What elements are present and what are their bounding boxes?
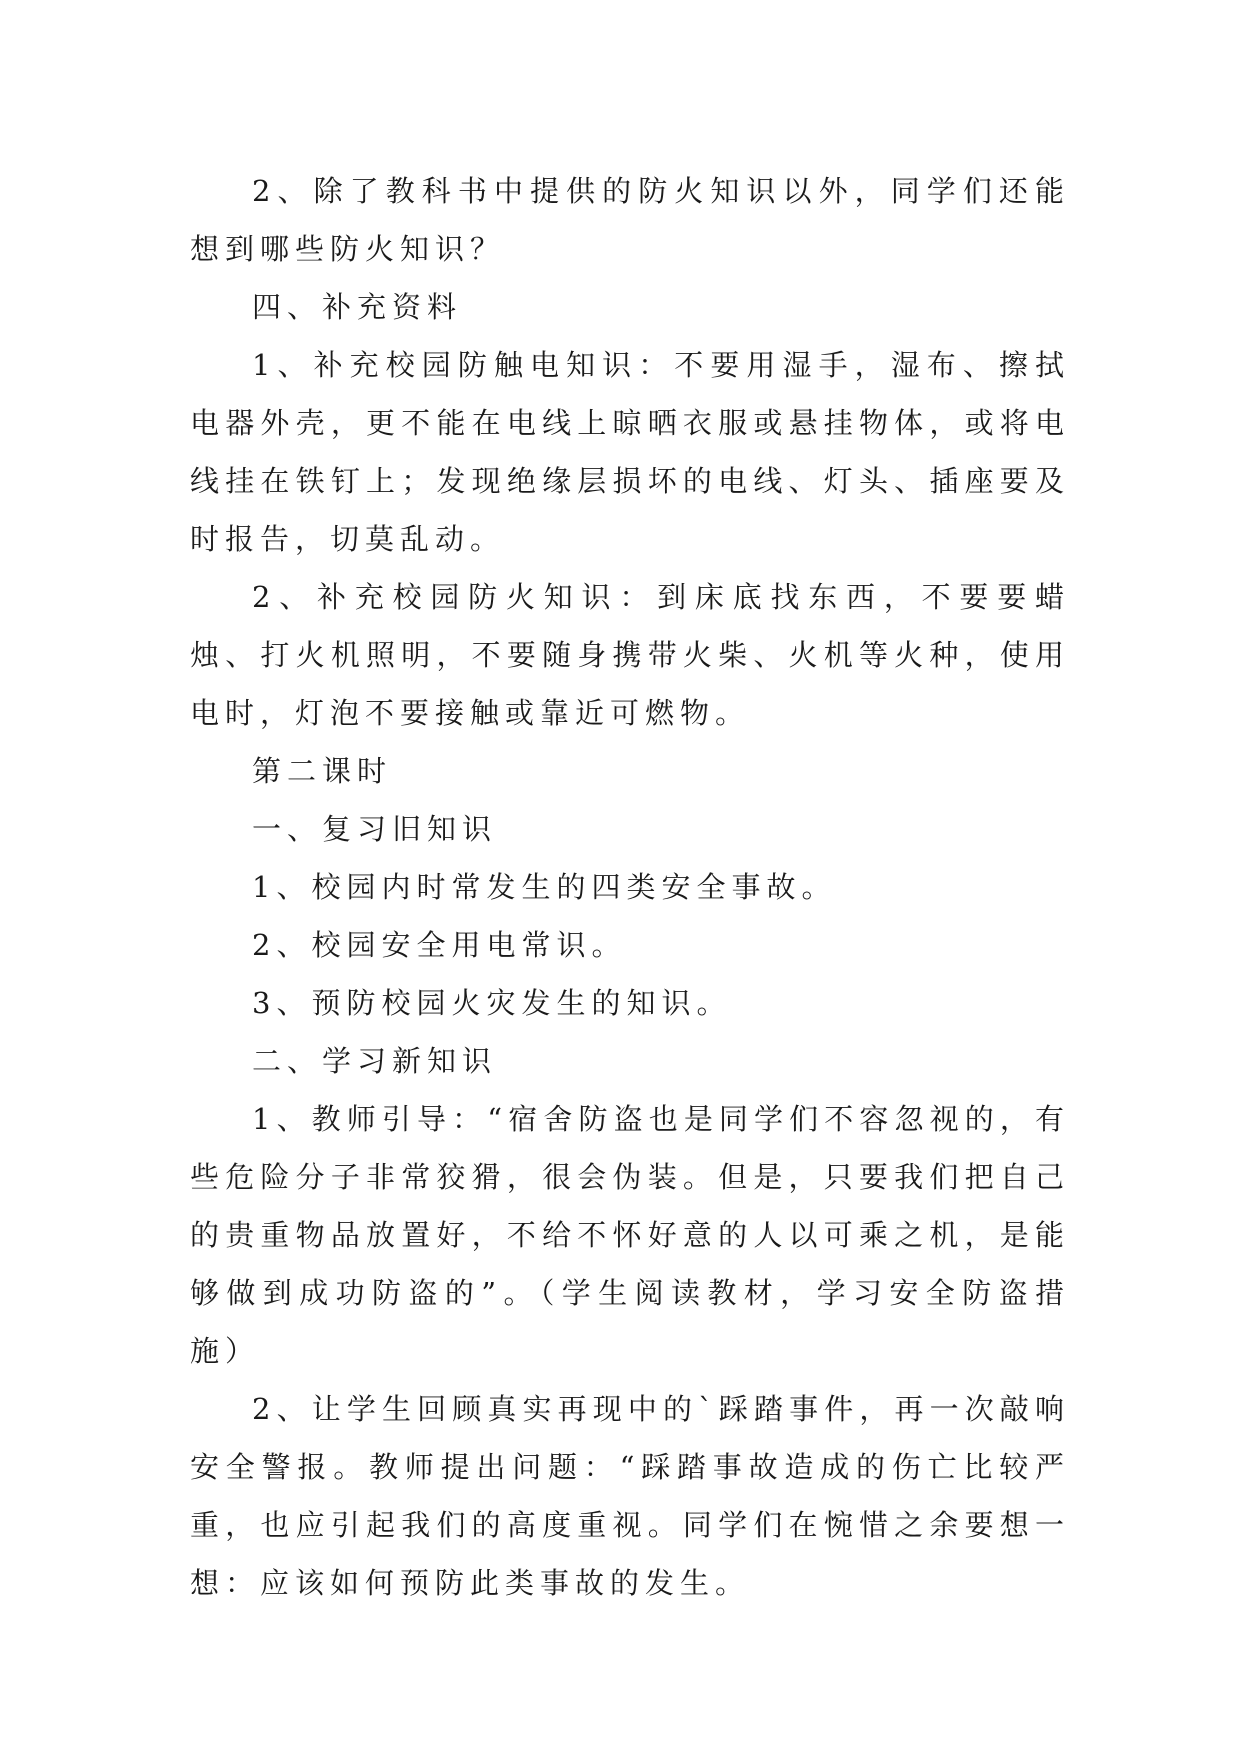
- heading-supplementary-materials: 四、补充资料: [252, 290, 463, 324]
- paragraph-stampede-prevention: 2、让学生回顾真实再现中的`踩踏事件，再一次敲响安全警报。教师提出问题：“踩踏事故造成的伤亡比较严重，也应引起我们的高度重视。同学们在惋惜之余要想一想：应该如何预防此类事故的发生。: [190, 1392, 1070, 1600]
- list-item-electricity: 2、校园安全用电常识。: [252, 928, 627, 962]
- paragraph-theft-prevention: 1、教师引导：“宿舍防盗也是同学们不容忽视的，有些危险分子非常狡猾，很会伪装。但是，只要我们把自己的贵重物品放置好，不给不怀好意的人以可乘之机，是能够做到成功防盗的”。（学生阅读教材，学习安全防盗措施）: [190, 1102, 1070, 1368]
- paragraph-electric-safety: 1、补充校园防触电知识：不要用湿手，湿布、擦拭电器外壳，更不能在电线上晾晒衣服或悬挂物体，或将电线挂在铁钉上；发现绝缘层损坏的电线、灯头、插座要及时报告，切莫乱动。: [190, 348, 1070, 556]
- heading-learn-new-knowledge: 二、学习新知识: [252, 1044, 498, 1078]
- heading-review-old-knowledge: 一、复习旧知识: [252, 812, 498, 846]
- document-body: [190, 162, 1070, 1612]
- paragraph-fire-safety: 2、补充校园防火知识：到床底找东西，不要要蜡烛、打火机照明，不要随身携带火柴、火机等火种，使用电时，灯泡不要接触或靠近可燃物。: [190, 580, 1070, 730]
- list-item-fire-prevention: 3、预防校园火灾发生的知识。: [252, 986, 732, 1020]
- heading-second-lesson: 第二课时: [252, 754, 393, 788]
- paragraph-fire-question: 2、除了教科书中提供的防火知识以外，同学们还能想到哪些防火知识？: [190, 174, 1070, 266]
- list-item-accidents: 1、校园内时常发生的四类安全事故。: [252, 870, 837, 904]
